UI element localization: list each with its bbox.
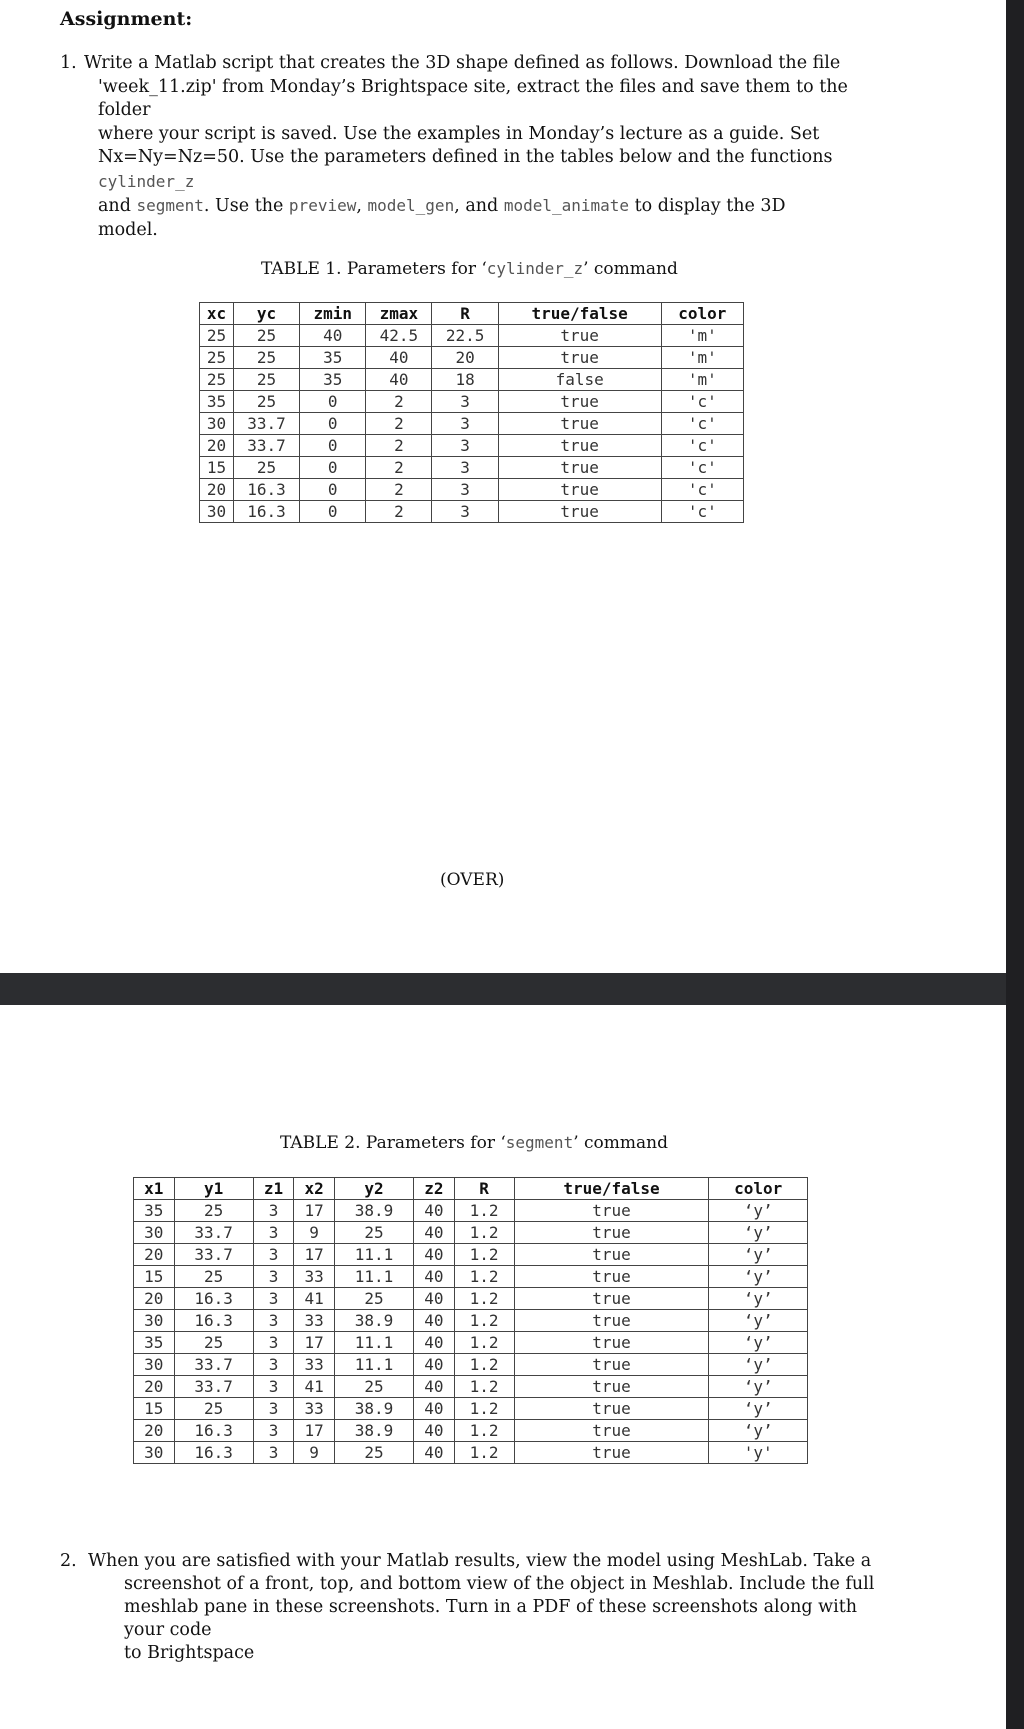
- table-row: [200, 501, 744, 523]
- table-cell: 20: [134, 1244, 175, 1266]
- table-cell: 16.3: [233, 479, 299, 501]
- table-cell: 41: [294, 1376, 335, 1398]
- table-cell: false: [498, 369, 661, 391]
- column-header: x2: [294, 1178, 335, 1200]
- table-cell: 35: [134, 1332, 175, 1354]
- table-cell: 3: [253, 1398, 294, 1420]
- table-cell: 3: [432, 435, 498, 457]
- table-cell: 0: [300, 457, 366, 479]
- table-cell: 20: [134, 1420, 175, 1442]
- table-cell: 15: [134, 1398, 175, 1420]
- table-cell: 40: [414, 1222, 455, 1244]
- column-header: true/false: [498, 303, 661, 325]
- table-cell: 3: [253, 1442, 294, 1464]
- table-cell: 1.2: [454, 1420, 514, 1442]
- table-cell: 18: [432, 369, 498, 391]
- table-cell: 1.2: [454, 1244, 514, 1266]
- table-cell: 3: [253, 1354, 294, 1376]
- table-row: [134, 1332, 808, 1354]
- table-row: [200, 369, 744, 391]
- table-cell: 16.3: [174, 1288, 253, 1310]
- table-cell: 3: [432, 413, 498, 435]
- table-cell: ‘y’: [709, 1288, 808, 1310]
- table-cell: 16.3: [174, 1310, 253, 1332]
- table-cell: 16.3: [174, 1420, 253, 1442]
- table-cell: 33.7: [174, 1354, 253, 1376]
- viewer-scroll-edge[interactable]: [1006, 0, 1024, 1729]
- table-cell: 9: [294, 1222, 335, 1244]
- table-row: [200, 435, 744, 457]
- table-cell: true: [498, 479, 661, 501]
- table-cell: 1.2: [454, 1376, 514, 1398]
- table-cell: 1.2: [454, 1200, 514, 1222]
- table-cell: 40: [414, 1376, 455, 1398]
- table-cell: true: [498, 435, 661, 457]
- table-cell: 25: [200, 325, 234, 347]
- table-cell: 2: [366, 435, 432, 457]
- table-row: [134, 1398, 808, 1420]
- table-cell: 3: [432, 457, 498, 479]
- table-cell: 38.9: [334, 1420, 413, 1442]
- table-cell: ‘y’: [709, 1266, 808, 1288]
- table-cell: 35: [300, 347, 366, 369]
- table-cell: 11.1: [334, 1244, 413, 1266]
- column-header: color: [709, 1178, 808, 1200]
- table-cell: 25: [174, 1266, 253, 1288]
- column-header: y2: [334, 1178, 413, 1200]
- table-cell: ‘y’: [709, 1244, 808, 1266]
- table-row: [134, 1376, 808, 1398]
- table-cell: 15: [200, 457, 234, 479]
- table-cell: ‘y’: [709, 1376, 808, 1398]
- table-cell: 25: [334, 1442, 413, 1464]
- table-cell: 25: [233, 347, 299, 369]
- page-separator: [0, 973, 1024, 1005]
- table-cell: 0: [300, 391, 366, 413]
- table-cell: 'm': [661, 325, 743, 347]
- item1-line5: and segment. Use the preview, model_gen, and model_animate to display the 3D: [98, 196, 786, 216]
- table-row: [134, 1266, 808, 1288]
- table-cell: 1.2: [454, 1266, 514, 1288]
- table-cell: 3: [253, 1310, 294, 1332]
- table-cell: 33: [294, 1398, 335, 1420]
- table-cell: 16.3: [174, 1442, 253, 1464]
- table-cell: true: [514, 1244, 709, 1266]
- table-cell: true: [498, 347, 661, 369]
- table-cell: 'c': [661, 457, 743, 479]
- table-cell: true: [514, 1266, 709, 1288]
- table-row: [200, 347, 744, 369]
- table-cell: 25: [233, 457, 299, 479]
- table-cell: true: [498, 501, 661, 523]
- table-cell: 42.5: [366, 325, 432, 347]
- table1-caption: TABLE 1. Parameters for ‘cylinder_z’ command: [261, 259, 678, 279]
- table-cell: ‘y’: [709, 1332, 808, 1354]
- table-cell: 15: [134, 1266, 175, 1288]
- table-cell: 20: [432, 347, 498, 369]
- column-header: yc: [233, 303, 299, 325]
- item1-line4: Nx=Ny=Nz=50. Use the parameters defined in the tables below and the functions cylinder_z: [98, 147, 833, 191]
- table-cell: 17: [294, 1244, 335, 1266]
- table-cell: 'm': [661, 347, 743, 369]
- table-cell: 3: [432, 391, 498, 413]
- table-row: [134, 1222, 808, 1244]
- table-cell: 30: [134, 1310, 175, 1332]
- table-cell: true: [498, 413, 661, 435]
- column-header: true/false: [514, 1178, 709, 1200]
- table-cell: 33.7: [174, 1222, 253, 1244]
- table-cell: 2: [366, 391, 432, 413]
- table-cell: 20: [200, 435, 234, 457]
- table-cell: 25: [200, 369, 234, 391]
- table-cell: 40: [366, 369, 432, 391]
- table-cell: 11.1: [334, 1266, 413, 1288]
- table-cell: 0: [300, 435, 366, 457]
- table-cell: 30: [134, 1442, 175, 1464]
- table-cell: 30: [134, 1222, 175, 1244]
- table-cell: 40: [414, 1398, 455, 1420]
- table-cell: 33.7: [174, 1244, 253, 1266]
- table-cell: 30: [200, 413, 234, 435]
- column-header: y1: [174, 1178, 253, 1200]
- table-cell: true: [514, 1200, 709, 1222]
- cylinder-parameters-table: [199, 302, 744, 523]
- table-cell: 0: [300, 501, 366, 523]
- table-cell: true: [514, 1288, 709, 1310]
- over-label: (OVER): [440, 870, 505, 890]
- table-cell: true: [514, 1376, 709, 1398]
- table-cell: 40: [414, 1288, 455, 1310]
- table-cell: true: [498, 325, 661, 347]
- table-cell: 3: [253, 1244, 294, 1266]
- instruction-item-2: [60, 1550, 900, 1665]
- table-cell: 41: [294, 1288, 335, 1310]
- segment-parameters-table: [133, 1177, 808, 1464]
- table-row: [200, 479, 744, 501]
- table-cell: 11.1: [334, 1332, 413, 1354]
- table-cell: 38.9: [334, 1310, 413, 1332]
- table-cell: 'c': [661, 479, 743, 501]
- table-header-row: [134, 1178, 808, 1200]
- column-header: z1: [253, 1178, 294, 1200]
- table-cell: 25: [233, 369, 299, 391]
- table-cell: 1.2: [454, 1354, 514, 1376]
- table-cell: 33: [294, 1354, 335, 1376]
- table-cell: true: [514, 1332, 709, 1354]
- table-row: [200, 391, 744, 413]
- table-cell: 40: [414, 1310, 455, 1332]
- table-cell: 1.2: [454, 1222, 514, 1244]
- table-cell: 40: [414, 1332, 455, 1354]
- table-cell: ‘y’: [709, 1398, 808, 1420]
- table-cell: true: [514, 1442, 709, 1464]
- table-cell: 38.9: [334, 1200, 413, 1222]
- table-cell: 25: [334, 1288, 413, 1310]
- table-cell: 20: [134, 1288, 175, 1310]
- column-header: x1: [134, 1178, 175, 1200]
- table-cell: ‘y’: [709, 1200, 808, 1222]
- table-cell: 17: [294, 1420, 335, 1442]
- table-cell: 1.2: [454, 1288, 514, 1310]
- table-cell: 33.7: [233, 413, 299, 435]
- table-cell: true: [514, 1222, 709, 1244]
- table-cell: 33.7: [174, 1376, 253, 1398]
- table-row: [134, 1310, 808, 1332]
- table-cell: 1.2: [454, 1332, 514, 1354]
- table-cell: 1.2: [454, 1442, 514, 1464]
- table-cell: 33: [294, 1266, 335, 1288]
- table-cell: 35: [134, 1200, 175, 1222]
- table-cell: 25: [174, 1200, 253, 1222]
- table-cell: 2: [366, 479, 432, 501]
- column-header: zmin: [300, 303, 366, 325]
- table-cell: 17: [294, 1332, 335, 1354]
- table-cell: 9: [294, 1442, 335, 1464]
- table-cell: 20: [134, 1376, 175, 1398]
- column-header: zmax: [366, 303, 432, 325]
- table-cell: 'c': [661, 413, 743, 435]
- table-cell: ‘y’: [709, 1310, 808, 1332]
- item-number: 2.: [60, 1551, 77, 1571]
- table-row: [200, 457, 744, 479]
- table-cell: 25: [233, 325, 299, 347]
- item1-line2: 'week_11.zip' from Monday’s Brightspace site, extract the files and save them to the folder: [98, 76, 848, 120]
- table-cell: 2: [366, 457, 432, 479]
- table-row: [134, 1420, 808, 1442]
- assignment-heading: Assignment:: [60, 8, 193, 30]
- table-cell: 1.2: [454, 1398, 514, 1420]
- table-cell: 'm': [661, 369, 743, 391]
- table-cell: true: [498, 457, 661, 479]
- table-cell: 'y': [709, 1442, 808, 1464]
- table-row: [200, 325, 744, 347]
- table-cell: 40: [414, 1420, 455, 1442]
- table-cell: true: [498, 391, 661, 413]
- item-number: 1.: [60, 53, 77, 73]
- item2-line4: to Brightspace: [124, 1643, 255, 1663]
- table-cell: ‘y’: [709, 1354, 808, 1376]
- table-cell: 22.5: [432, 325, 498, 347]
- table-row: [134, 1200, 808, 1222]
- table-cell: true: [514, 1354, 709, 1376]
- table-cell: 40: [414, 1200, 455, 1222]
- table-cell: 35: [300, 369, 366, 391]
- table-row: [134, 1244, 808, 1266]
- table-cell: 3: [253, 1420, 294, 1442]
- table-row: [134, 1354, 808, 1376]
- table-cell: 0: [300, 479, 366, 501]
- table-cell: 3: [253, 1222, 294, 1244]
- table-cell: 40: [414, 1354, 455, 1376]
- item2-line2: screenshot of a front, top, and bottom view of the object in Meshlab. Include the full: [124, 1574, 875, 1594]
- table-cell: 2: [366, 413, 432, 435]
- table-cell: true: [514, 1310, 709, 1332]
- table-cell: 25: [334, 1222, 413, 1244]
- table-cell: 'c': [661, 501, 743, 523]
- table-cell: 2: [366, 501, 432, 523]
- table-cell: 'c': [661, 435, 743, 457]
- table-header-row: [200, 303, 744, 325]
- table-cell: 16.3: [233, 501, 299, 523]
- table-cell: 'c': [661, 391, 743, 413]
- table-cell: 3: [253, 1200, 294, 1222]
- table-cell: 3: [253, 1376, 294, 1398]
- table-cell: 3: [432, 479, 498, 501]
- table2-caption: TABLE 2. Parameters for ‘segment’ command: [280, 1133, 668, 1153]
- table-cell: 38.9: [334, 1398, 413, 1420]
- table-cell: 30: [134, 1354, 175, 1376]
- table-cell: 25: [174, 1332, 253, 1354]
- table-cell: 40: [300, 325, 366, 347]
- table-cell: 25: [174, 1398, 253, 1420]
- table-cell: 1.2: [454, 1310, 514, 1332]
- table-cell: 40: [414, 1244, 455, 1266]
- table-row: [134, 1288, 808, 1310]
- table-cell: 17: [294, 1200, 335, 1222]
- table-cell: ‘y’: [709, 1222, 808, 1244]
- item2-line1: When you are satisfied with your Matlab results, view the model using MeshLab. Take a: [88, 1551, 872, 1571]
- table-cell: 40: [366, 347, 432, 369]
- table-cell: 40: [414, 1442, 455, 1464]
- table-cell: 3: [432, 501, 498, 523]
- table-cell: 25: [233, 391, 299, 413]
- table-row: [134, 1442, 808, 1464]
- column-header: color: [661, 303, 743, 325]
- table-cell: 20: [200, 479, 234, 501]
- table-cell: true: [514, 1398, 709, 1420]
- column-header: R: [454, 1178, 514, 1200]
- table-cell: 25: [334, 1376, 413, 1398]
- table-cell: true: [514, 1420, 709, 1442]
- table-cell: 3: [253, 1266, 294, 1288]
- column-header: z2: [414, 1178, 455, 1200]
- table-cell: 3: [253, 1332, 294, 1354]
- table-cell: 3: [253, 1288, 294, 1310]
- item1-line6: model.: [98, 219, 158, 240]
- table-cell: 11.1: [334, 1354, 413, 1376]
- table-cell: 33: [294, 1310, 335, 1332]
- item1-line1: Write a Matlab script that creates the 3D shape defined as follows. Download the file: [84, 53, 841, 73]
- table-cell: 0: [300, 413, 366, 435]
- column-header: xc: [200, 303, 234, 325]
- instruction-item-1: [60, 52, 890, 242]
- table-cell: 33.7: [233, 435, 299, 457]
- table-cell: 40: [414, 1266, 455, 1288]
- item2-line3: meshlab pane in these screenshots. Turn in a PDF of these screenshots along with your code: [124, 1597, 858, 1640]
- table-cell: 35: [200, 391, 234, 413]
- table-cell: ‘y’: [709, 1420, 808, 1442]
- table-row: [200, 413, 744, 435]
- table-cell: 25: [200, 347, 234, 369]
- item1-line3: where your script is saved. Use the examples in Monday’s lecture as a guide. Set: [98, 123, 820, 144]
- column-header: R: [432, 303, 498, 325]
- table-cell: 30: [200, 501, 234, 523]
